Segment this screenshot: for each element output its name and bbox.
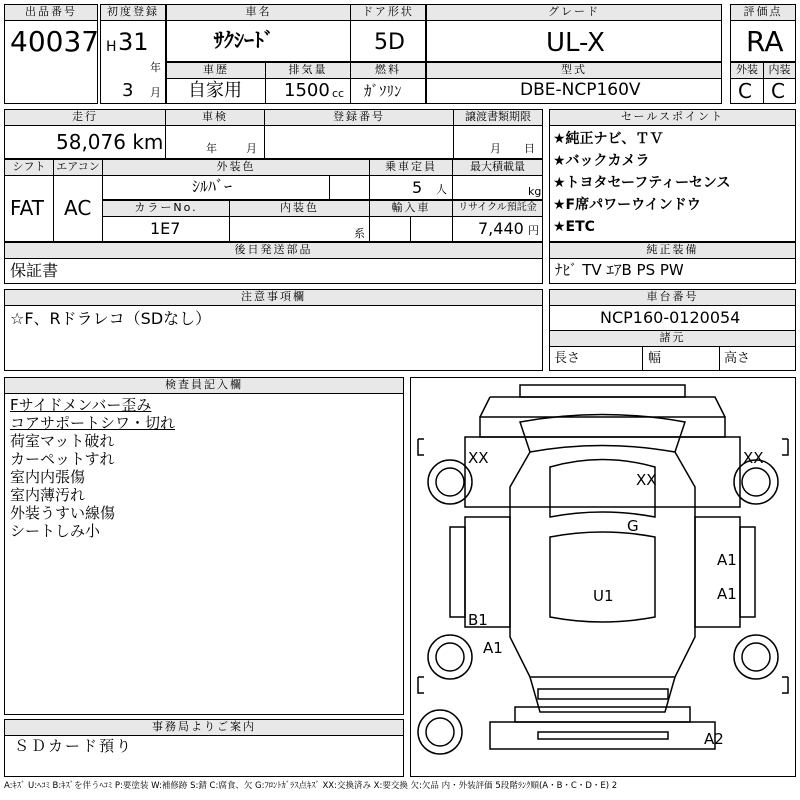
lot-no-header: 出品番号	[4, 4, 98, 21]
sales-points-list	[553, 128, 730, 238]
import-header: 輸入車	[369, 200, 453, 217]
office-header: 事務局よりご案内	[4, 719, 404, 736]
inspector-line: Fサイドメンバー歪み	[10, 396, 152, 414]
damage-mark: XX	[636, 471, 657, 489]
reg-no-header: 登録番号	[264, 109, 454, 126]
shift-value: FAT	[10, 196, 45, 220]
lot-number: 40037	[10, 25, 100, 58]
ext-color-cell-extra	[329, 175, 370, 200]
ext-color-header: 外装色	[102, 159, 370, 176]
aircon-header: エアコン	[53, 159, 103, 176]
genuine-header: 純正装備	[549, 242, 796, 259]
shift-header: シフト	[4, 159, 54, 176]
color-no-value: 1E7	[150, 219, 181, 238]
dim-length-label: 長さ	[554, 351, 581, 366]
model-value: DBE-NCP160V	[520, 80, 641, 100]
exterior-grade: C	[738, 79, 752, 103]
car-name-header: 車名	[166, 4, 351, 21]
grade-header: グレード	[426, 4, 722, 21]
later-parts-header: 後日発送部品	[4, 242, 543, 259]
legend-text: A:ｷｽﾞ U:ﾍｺﾐ B:ｷｽﾞを伴うﾍｺﾐ P:要塗装 W:補修跡 S:錆 C:腐食、欠 G:ﾌﾛﾝﾄｶﾞﾗｽ点ｷｽﾞ XX:交換済み X:要交換 欠:欠品 内・外装評価 5段階ﾗﾝｸ順(A・B・C・D・E) 2	[4, 781, 618, 791]
recycle-unit: 円	[528, 224, 539, 237]
int-color-unit: 系	[354, 227, 365, 240]
office-text: ＳＤカード預り	[14, 737, 134, 755]
door-header: ドア形状	[350, 4, 426, 21]
inspection-month-unit: 月	[246, 142, 257, 155]
import-cell	[369, 216, 411, 242]
transfer-header: 譲渡書類期限	[453, 109, 543, 126]
model-header: 型式	[426, 62, 722, 79]
displacement-unit: cc	[332, 87, 345, 100]
color-no-header: カラーNo.	[102, 200, 230, 217]
era: H	[106, 39, 117, 55]
dim-width-label: 幅	[648, 351, 662, 366]
later-parts-value: 保証書	[10, 261, 59, 280]
capacity-unit: 人	[436, 183, 447, 196]
sales-point: ★ETC	[553, 219, 595, 235]
inspector-header: 検査員記入欄	[4, 377, 404, 394]
inspector-line: 荷室マット破れ	[10, 432, 115, 450]
history-header: 車歴	[166, 62, 266, 79]
int-color-cell	[229, 216, 370, 242]
displacement-header: 排気量	[265, 62, 351, 79]
inspector-line: 室内薄汚れ	[10, 486, 86, 504]
damage-mark: A2	[704, 730, 724, 748]
damage-mark: U1	[593, 587, 614, 605]
recycle-header: リサイクル預託金	[452, 200, 543, 217]
inspector-line: カーペットすれ	[10, 450, 115, 468]
reg-month-unit: 月	[150, 86, 161, 99]
sales-point: ★トヨタセーフティーセンス	[553, 175, 731, 191]
capacity-header: 乗車定員	[369, 159, 453, 176]
ext-color-value: ｼﾙﾊﾞｰ	[192, 177, 233, 196]
sales-points-header: セールスポイント	[549, 109, 796, 126]
recycle-value: 7,440	[478, 219, 524, 238]
transfer-day-unit: 日	[524, 142, 535, 155]
score-value: RA	[746, 25, 784, 58]
int-color-header: 内装色	[229, 200, 370, 217]
door-value: 5D	[374, 30, 405, 55]
fuel-header: 燃料	[350, 62, 426, 79]
damage-mark: B1	[468, 611, 488, 629]
later-parts-cell	[4, 258, 543, 284]
chassis-value: NCP160-0120054	[600, 308, 741, 327]
notes-value: ☆F、Rドラレコ（SDなし）	[10, 309, 212, 328]
inspector-line: シートしみ小	[10, 522, 101, 540]
dim-height-label: 高さ	[724, 351, 751, 366]
max-load-header: 最大積載量	[452, 159, 543, 176]
fuel-value: ｶﾞｿﾘﾝ	[364, 82, 402, 100]
damage-mark: A1	[483, 639, 503, 657]
mileage-value: 58,076 km	[56, 130, 164, 154]
reg-year: 31	[118, 28, 149, 56]
sales-point: ★F席パワーウインドウ	[553, 197, 701, 213]
interior-grade: C	[771, 79, 785, 103]
notes-header: 注意事項欄	[4, 289, 543, 306]
damage-mark: XX	[743, 449, 764, 467]
damage-mark: XX	[468, 449, 489, 467]
inspector-line: コアサポートシワ・切れ	[10, 414, 176, 432]
inspection-header: 車検	[165, 109, 265, 126]
sales-point: ★バックカメラ	[553, 153, 650, 169]
exterior-header: 外装	[730, 62, 764, 79]
inspector-line: 室内内張傷	[10, 468, 86, 486]
dimensions-header: 諸元	[549, 330, 796, 347]
interior-header: 内装	[763, 62, 796, 79]
first-reg-header: 初度登録	[100, 4, 166, 21]
inspection-year-unit: 年	[206, 142, 217, 155]
sales-point: ★純正ナビ、ＴＶ	[553, 131, 664, 147]
damage-mark: A1	[717, 551, 737, 569]
max-load-unit: kg	[528, 185, 542, 198]
chassis-header: 車台番号	[549, 289, 796, 306]
score-header: 評価点	[730, 4, 796, 21]
damage-mark: A1	[717, 585, 737, 603]
reg-year-unit: 年	[150, 61, 161, 74]
inspector-line: 外装うすい線傷	[10, 504, 116, 522]
history-value: 自家用	[188, 80, 242, 101]
import-cell-2	[410, 216, 453, 242]
aircon-value: AC	[64, 196, 92, 220]
capacity-value: 5	[412, 178, 423, 197]
displacement-value: 1500	[284, 80, 330, 101]
mileage-header: 走行	[4, 109, 166, 126]
genuine-value: ﾅﾋﾞ TV ｴｱB PS PW	[555, 261, 684, 279]
reg-month: 3	[122, 80, 134, 101]
car-name: ｻｸｼｰﾄﾞ	[214, 28, 274, 52]
grade-value: UL-X	[546, 28, 605, 58]
reg-no-cell	[264, 125, 454, 159]
inspector-list	[10, 396, 175, 540]
transfer-month-unit: 月	[490, 142, 501, 155]
damage-mark: G	[627, 517, 639, 535]
car-diagram	[410, 377, 796, 777]
